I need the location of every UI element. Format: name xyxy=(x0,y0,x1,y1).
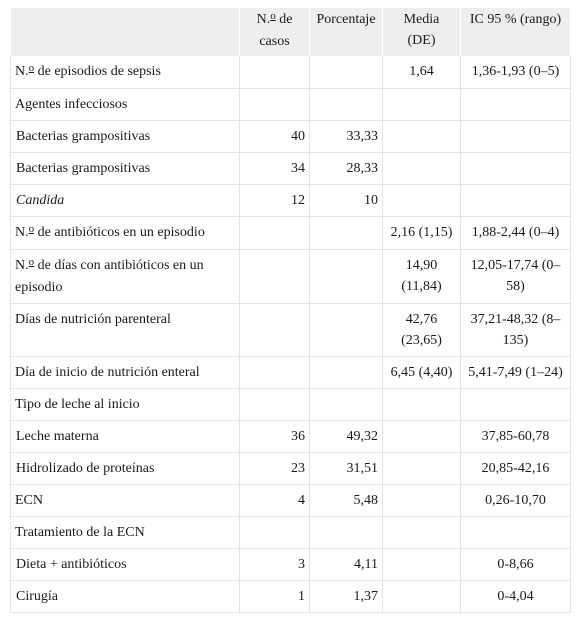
table-row xyxy=(11,389,571,421)
label-post: de días con antibióticos en un episodio xyxy=(15,258,204,295)
label-post: de antibióticos en un episodio xyxy=(34,225,205,240)
header-media-line2: (DE) xyxy=(407,33,436,48)
cell-media xyxy=(383,185,461,217)
cell-porcentaje: 5,48 xyxy=(310,485,383,517)
header-casos-line2: casos xyxy=(259,34,290,49)
cell-ic: 1,88-2,44 (0–4) xyxy=(461,217,571,250)
cell-ic xyxy=(461,89,571,121)
row-label: Bacterias grampositivas xyxy=(11,153,240,185)
cell-casos: 1 xyxy=(240,581,310,613)
cell-porcentaje xyxy=(310,304,383,357)
cell-ic: 5,41-7,49 (1–24) xyxy=(461,357,571,389)
table-row xyxy=(11,357,571,389)
row-label: Día de inicio de nutrición enteral xyxy=(11,357,240,389)
row-label: ECN xyxy=(11,485,240,517)
label-sup: o xyxy=(28,62,35,74)
row-label: Tratamiento de la ECN xyxy=(11,517,240,549)
cell-media xyxy=(383,453,461,485)
cell-porcentaje xyxy=(310,217,383,250)
cell-casos: 3 xyxy=(240,549,310,581)
row-label: Bacterias grampositivas xyxy=(11,121,240,153)
cell-media xyxy=(383,153,461,185)
row-label: Días de nutrición parenteral xyxy=(11,304,240,357)
table-row xyxy=(11,121,571,153)
cell-media: 6,45 (4,40) xyxy=(383,357,461,389)
header-casos-pre: N. xyxy=(256,12,271,27)
cell-media xyxy=(383,121,461,153)
cell-porcentaje xyxy=(310,517,383,549)
table-row xyxy=(11,581,571,613)
cell-casos xyxy=(240,389,310,421)
cell-casos: 4 xyxy=(240,485,310,517)
table-row xyxy=(11,217,571,250)
row-label: Agentes infecciosos xyxy=(11,89,240,121)
cell-ic: 0,26-10,70 xyxy=(461,485,571,517)
cell-casos xyxy=(240,217,310,250)
header-casos-sup: o xyxy=(270,10,276,22)
table-row xyxy=(11,453,571,485)
cell-media xyxy=(383,581,461,613)
cell-porcentaje: 33,33 xyxy=(310,121,383,153)
table-row xyxy=(11,485,571,517)
label-post: de episodios de sepsis xyxy=(34,64,161,79)
cell-casos: 40 xyxy=(240,121,310,153)
cell-media xyxy=(383,485,461,517)
cell-porcentaje: 28,33 xyxy=(310,153,383,185)
row-label: Dieta + antibióticos xyxy=(11,549,240,581)
table-row xyxy=(11,153,571,185)
table-row xyxy=(11,304,571,357)
header-casos-post: de xyxy=(275,12,293,27)
row-label: Cirugía xyxy=(11,581,240,613)
table-row xyxy=(11,250,571,304)
cell-ic xyxy=(461,517,571,549)
cell-ic: 37,85-60,78 xyxy=(461,421,571,453)
cell-casos xyxy=(240,250,310,304)
cell-ic xyxy=(461,121,571,153)
cell-porcentaje: 1,37 xyxy=(310,581,383,613)
table-row xyxy=(11,517,571,549)
label-pre: N. xyxy=(15,64,29,79)
cell-media: 14,90 (11,84) xyxy=(383,250,461,304)
cell-ic xyxy=(461,389,571,421)
cell-ic: 0-4,04 xyxy=(461,581,571,613)
data-table xyxy=(10,8,571,613)
cell-ic: 12,05-17,74 (0–58) xyxy=(461,250,571,304)
table-row xyxy=(11,89,571,121)
cell-porcentaje xyxy=(310,56,383,89)
row-label xyxy=(11,217,240,250)
cell-ic: 37,21-48,32 (8–135) xyxy=(461,304,571,357)
label-pre: N. xyxy=(15,258,29,273)
cell-casos: 12 xyxy=(240,185,310,217)
cell-casos: 34 xyxy=(240,153,310,185)
cell-casos xyxy=(240,357,310,389)
cell-media: 42,76 (23,65) xyxy=(383,304,461,357)
header-blank xyxy=(11,8,240,56)
cell-porcentaje xyxy=(310,389,383,421)
row-label: Hidrolizado de proteínas xyxy=(11,453,240,485)
cell-media xyxy=(383,89,461,121)
cell-casos xyxy=(240,517,310,549)
table-row xyxy=(11,421,571,453)
cell-ic: 20,85-42,16 xyxy=(461,453,571,485)
cell-porcentaje xyxy=(310,357,383,389)
table-header xyxy=(11,8,571,56)
cell-ic xyxy=(461,185,571,217)
header-porcentaje: Porcentaje xyxy=(310,8,383,56)
table-row xyxy=(11,56,571,89)
label-sup: o xyxy=(28,256,35,268)
cell-porcentaje: 49,32 xyxy=(310,421,383,453)
cell-media xyxy=(383,517,461,549)
cell-media: 2,16 (1,15) xyxy=(383,217,461,250)
cell-porcentaje: 4,11 xyxy=(310,549,383,581)
table-row xyxy=(11,549,571,581)
label-pre: N. xyxy=(15,225,29,240)
cell-casos xyxy=(240,56,310,89)
cell-media xyxy=(383,389,461,421)
header-row xyxy=(11,8,571,56)
cell-casos: 23 xyxy=(240,453,310,485)
cell-porcentaje: 31,51 xyxy=(310,453,383,485)
cell-casos xyxy=(240,304,310,357)
table-row xyxy=(11,185,571,217)
header-ic: IC 95 % (rango) xyxy=(461,8,571,56)
cell-porcentaje xyxy=(310,250,383,304)
cell-porcentaje xyxy=(310,89,383,121)
row-label: Candida xyxy=(11,185,240,217)
cell-media: 1,64 xyxy=(383,56,461,89)
cell-media xyxy=(383,549,461,581)
label-sup: o xyxy=(28,223,35,235)
row-label: Tipo de leche al inicio xyxy=(11,389,240,421)
table-body xyxy=(11,56,571,613)
cell-ic: 1,36-1,93 (0–5) xyxy=(461,56,571,89)
row-label xyxy=(11,56,240,89)
row-label xyxy=(11,250,240,304)
cell-media xyxy=(383,421,461,453)
row-label: Leche materna xyxy=(11,421,240,453)
header-casos xyxy=(240,8,310,56)
cell-porcentaje: 10 xyxy=(310,185,383,217)
cell-ic: 0-8,66 xyxy=(461,549,571,581)
header-media xyxy=(383,8,461,56)
header-media-line1: Media xyxy=(403,12,440,27)
cell-casos xyxy=(240,89,310,121)
cell-casos: 36 xyxy=(240,421,310,453)
cell-ic xyxy=(461,153,571,185)
